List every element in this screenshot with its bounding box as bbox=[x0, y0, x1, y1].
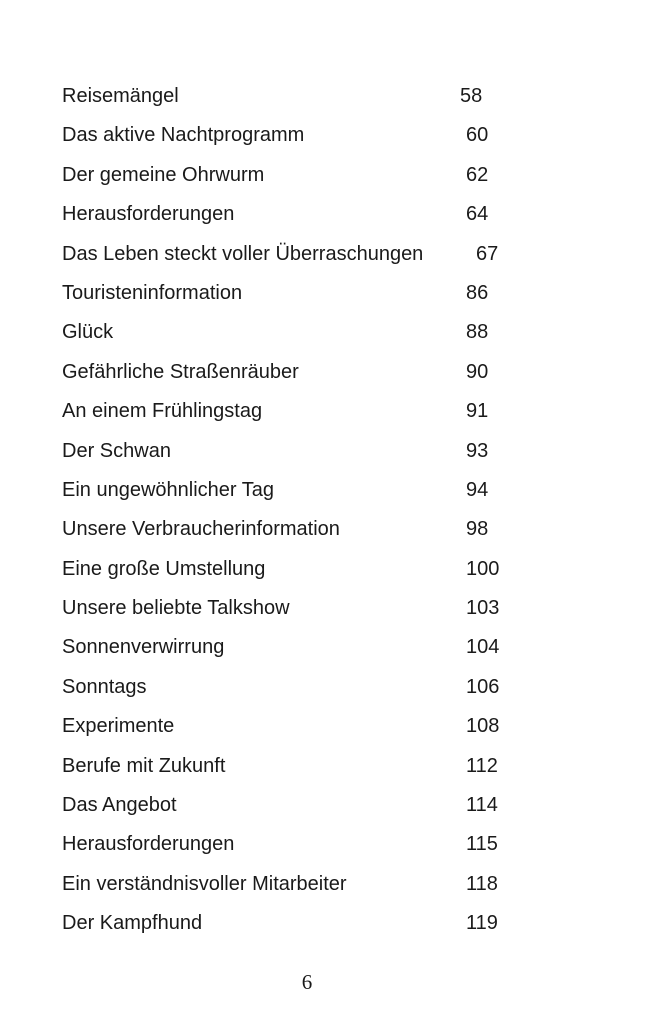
toc-entry-page: 91 bbox=[466, 400, 489, 423]
toc-entry-title: Unsere Verbraucherinformation bbox=[62, 518, 340, 541]
toc-entry-title: Ein ungewöhnlicher Tag bbox=[62, 478, 275, 501]
toc-entry-page: 94 bbox=[466, 478, 489, 501]
toc-entry bbox=[62, 909, 522, 948]
toc-entry bbox=[62, 594, 522, 633]
toc-entry-title: Eine große Umstellung bbox=[62, 557, 266, 580]
toc-entry-title: Experimente bbox=[62, 715, 175, 738]
toc-entry-title: Das Angebot bbox=[62, 794, 177, 817]
toc-entry-title: Touristeninformation bbox=[62, 281, 243, 304]
toc-entry-page: 106 bbox=[466, 675, 500, 698]
toc-entry-title: Reisemängel bbox=[62, 85, 179, 107]
toc-entry-page: 93 bbox=[466, 439, 489, 462]
toc-entry bbox=[62, 555, 522, 594]
toc-entry bbox=[62, 752, 522, 791]
toc-entry bbox=[62, 200, 522, 239]
toc-entry-title: Glück bbox=[62, 321, 114, 344]
toc-entry bbox=[62, 830, 522, 869]
toc-entry-page: 62 bbox=[466, 163, 489, 186]
toc-entry bbox=[62, 633, 522, 672]
toc-entry bbox=[62, 397, 522, 436]
toc-entry-page: 60 bbox=[466, 124, 489, 147]
toc-entry bbox=[62, 161, 522, 200]
toc-entry bbox=[62, 712, 522, 751]
toc-entry-page: 119 bbox=[466, 912, 498, 935]
toc-entry-title: Der Kampfhund bbox=[62, 912, 203, 935]
toc-entry-title: Der gemeine Ohrwurm bbox=[62, 163, 265, 186]
toc-entry-title: Sonntags bbox=[62, 675, 147, 698]
toc-entry-page: 114 bbox=[466, 794, 498, 817]
toc-entry-page: 58 bbox=[460, 85, 483, 107]
toc-entry-page: 108 bbox=[466, 715, 500, 738]
table-of-contents bbox=[62, 82, 522, 949]
toc-entry-title: Das aktive Nachtprogramm bbox=[62, 124, 305, 147]
toc-entry-page: 118 bbox=[466, 872, 498, 895]
toc-entry bbox=[62, 870, 522, 909]
toc-entry-page: 86 bbox=[466, 281, 489, 304]
toc-entry-title: Herausforderungen bbox=[62, 203, 235, 226]
toc-entry bbox=[62, 437, 522, 476]
toc-entry-page: 67 bbox=[476, 242, 499, 265]
page-number: 6 bbox=[301, 970, 313, 994]
toc-entry bbox=[62, 318, 522, 357]
toc-entry bbox=[62, 240, 522, 279]
toc-entry-title: Gefährliche Straßenräuber bbox=[62, 360, 299, 383]
toc-entry bbox=[62, 358, 522, 397]
toc-entry bbox=[62, 279, 522, 318]
toc-entry-title: An einem Frühlingstag bbox=[62, 400, 263, 423]
toc-entry-page: 90 bbox=[466, 360, 489, 383]
toc-entry-page: 103 bbox=[466, 597, 500, 620]
toc-entry-page: 88 bbox=[466, 321, 489, 344]
toc-entry bbox=[62, 121, 522, 160]
toc-entry-title: Der Schwan bbox=[62, 439, 171, 462]
toc-entry-title: Unsere beliebte Talkshow bbox=[62, 597, 290, 620]
toc-entry-title: Das Leben steckt voller Überraschungen bbox=[62, 242, 424, 265]
toc-entry bbox=[62, 476, 522, 515]
toc-entry-page: 64 bbox=[466, 203, 489, 226]
toc-entry-title: Ein verständnisvoller Mitarbeiter bbox=[62, 872, 347, 895]
toc-entry-page: 115 bbox=[466, 833, 498, 856]
toc-entry-page: 98 bbox=[466, 518, 489, 541]
toc-entry-page: 100 bbox=[466, 557, 500, 580]
toc-entry-page: 112 bbox=[466, 754, 498, 777]
toc-entry-title: Sonnenverwirrung bbox=[62, 636, 225, 659]
toc-entry bbox=[62, 673, 522, 712]
toc-entry-page: 104 bbox=[466, 636, 500, 659]
toc-entry bbox=[62, 82, 522, 121]
toc-entry-title: Berufe mit Zukunft bbox=[62, 754, 226, 777]
toc-entry-title: Herausforderungen bbox=[62, 833, 235, 856]
toc-entry bbox=[62, 791, 522, 830]
toc-entry bbox=[62, 515, 522, 554]
